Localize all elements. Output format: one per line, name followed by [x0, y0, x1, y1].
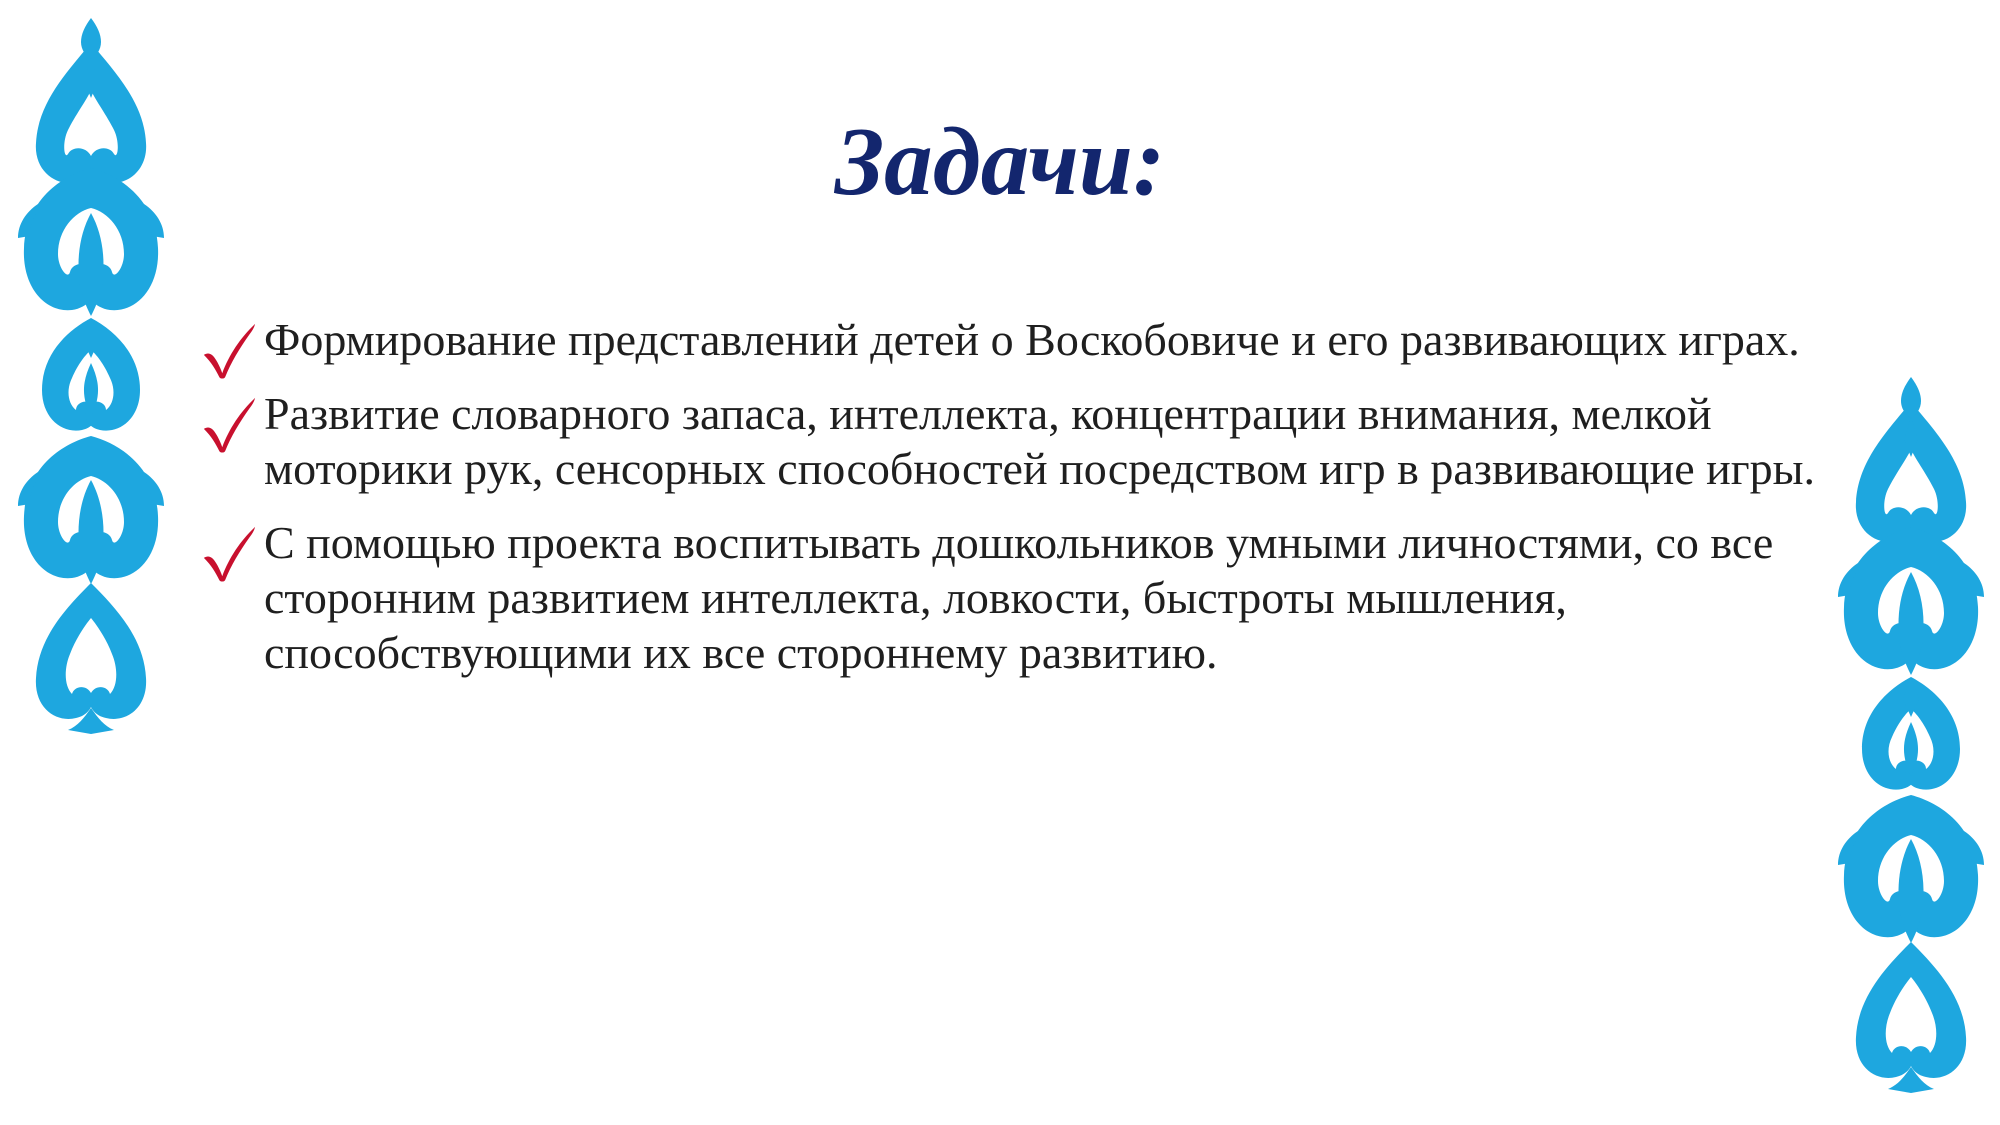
checkmark-icon: [200, 525, 258, 583]
checkmark-icon: [200, 396, 258, 454]
task-list: [264, 312, 1824, 699]
task-text: Развитие словарного запаса, интеллекта, концентрации внимания, мелкой моторики рук, сенсорных способностей посредством игр в развивающие игры.: [264, 388, 1816, 494]
slide-title: Задачи:: [834, 108, 1166, 215]
kazakh-ornament-icon: [1826, 377, 1996, 1095]
checkmark-icon: [200, 322, 258, 380]
task-item: [264, 515, 1824, 680]
task-text: С помощью проекта воспитывать дошкольников умными личностями, со все сторонним развитием интеллекта, ловкости, быстроты мышления, способствующими их все стороннему развитию.: [264, 517, 1774, 678]
task-item: [264, 312, 1824, 367]
task-item: [264, 386, 1824, 496]
task-text: Формирование представлений детей о Воскобовиче и его развивающих играх.: [264, 314, 1800, 365]
